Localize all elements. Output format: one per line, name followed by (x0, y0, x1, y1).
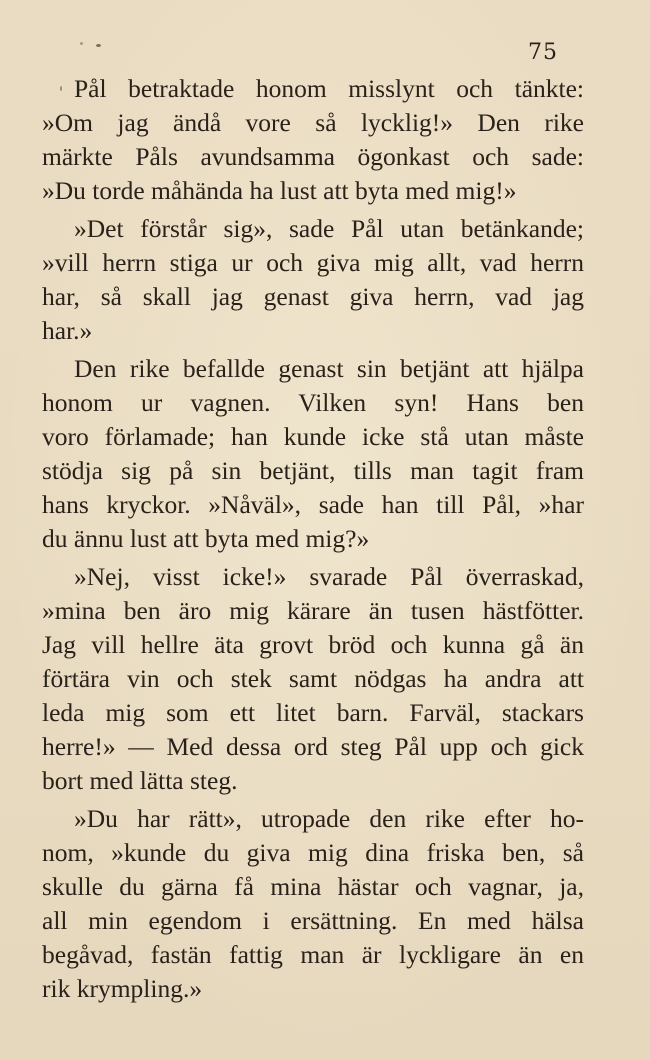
paragraph (42, 802, 584, 1006)
text-line: bort med lätta steg. (42, 766, 238, 795)
text-line: Den rike befallde genast sin betjänt att hjälpa (74, 354, 584, 383)
text-line: märkte Påls avundsamma ögonkast och sade: (42, 142, 584, 171)
text-line: du ännu lust att byta med mig?» (42, 524, 370, 553)
text-line: leda mig som ett litet barn. Farväl, stackars (42, 698, 584, 727)
text-line: begåvad, fastän fattig man är lyckligare än en (42, 940, 584, 969)
text-line: »vill herrn stiga ur och giva mig allt, vad herrn (42, 248, 584, 277)
ink-speck (80, 42, 83, 45)
text-line: skulle du gärna få mina hästar och vagnar, ja, (42, 872, 584, 901)
text-line: rik krympling.» (42, 974, 203, 1003)
body-text (42, 72, 584, 1010)
paragraph (42, 560, 584, 798)
text-line: har, så skall jag genast giva herrn, vad jag (42, 282, 584, 311)
text-line: »mina ben äro mig kärare än tusen hästfötter. (42, 596, 584, 625)
text-line: »Du torde måhända ha lust att byta med mig!» (42, 176, 517, 205)
text-line: herre!» — Med dessa ord steg Pål upp och gick (42, 732, 584, 761)
text-line: Pål betraktade honom misslynt och tänkte: (74, 74, 584, 103)
text-line: stödja sig på sin betjänt, tills man tagit fram (42, 456, 584, 485)
text-line: Jag vill hellre äta grovt bröd och kunna gå än (42, 630, 584, 659)
text-line: har.» (42, 316, 93, 345)
text-line: hans kryckor. »Nåväl», sade han till Pål, »har (42, 490, 584, 519)
paragraph (42, 352, 584, 556)
text-line: all min egendom i ersättning. En med hälsa (42, 906, 584, 935)
text-line: »Du har rätt», utropade den rike efter ho- (74, 804, 584, 833)
text-line: voro förlamade; han kunde icke stå utan måste (42, 422, 584, 451)
paragraph (42, 72, 584, 208)
paragraph (42, 212, 584, 348)
text-line: »Det förstår sig», sade Pål utan betänkande; (74, 214, 584, 243)
page-number: 75 (528, 40, 558, 65)
text-line: förtära vin och stek samt nödgas ha andra att (42, 664, 584, 693)
ink-speck (96, 44, 101, 47)
text-line: »Om jag ändå vore så lycklig!» Den rike (42, 108, 584, 137)
text-line: nom, »kunde du giva mig dina friska ben, så (42, 838, 584, 867)
text-line: »Nej, visst icke!» svarade Pål överraskad, (74, 562, 584, 591)
text-line: honom ur vagnen. Vilken syn! Hans ben (42, 388, 584, 417)
